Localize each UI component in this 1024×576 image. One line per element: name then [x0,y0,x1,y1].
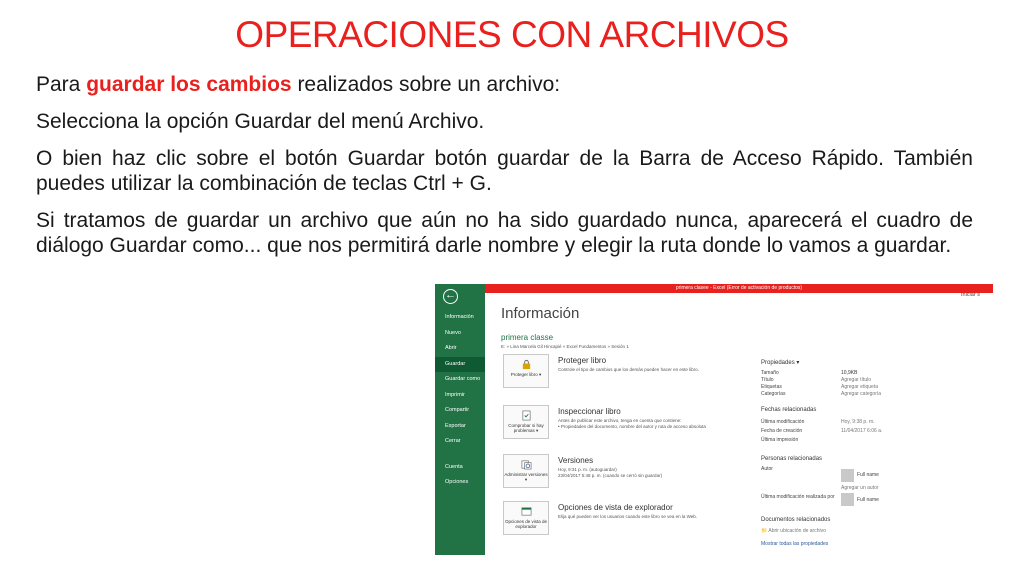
paragraph-2: Selecciona la opción Guardar del menú Archivo. [36,110,485,133]
section-title: Opciones de vista de explorador [558,503,673,512]
lock-icon [521,359,532,370]
menu-item-compartir[interactable]: Compartir [445,407,470,413]
section-description: Elija qué pueden ver los usuarios cuando este libro se vea en la Web. [558,514,698,519]
backstage-menu [435,310,485,491]
paragraph-1 [36,72,973,97]
section-title: Proteger libro [558,356,607,365]
properties-title[interactable]: Propiedades ▾ [761,360,800,366]
add-author-link[interactable]: Agregar un autor [841,485,879,491]
document-path[interactable]: E: » Lina Marcela Gil Hincapié » Excel Fundamentos » Sesión 1 [501,344,629,349]
menu-item-cuenta[interactable]: Cuenta [445,463,463,470]
p1-text-pre: Para [36,73,87,96]
document-name: primera classe [501,333,554,342]
info-heading: Información [501,305,580,322]
proteger-libro-button[interactable] [503,354,549,388]
administrar-versiones-button[interactable] [503,454,549,488]
folder-icon: 📁 [761,528,768,534]
menu-item-abrir[interactable]: Abrir [445,345,457,351]
proteger-libro-button-label: Proteger libro ▾ [510,372,542,377]
section-title: Inspeccionar libro [558,407,621,416]
menu-item-nuevo[interactable]: Nuevo [445,329,461,336]
open-file-location-link[interactable]: 📁 Abrir ubicación de archivo [761,528,826,534]
slide-body [36,72,973,270]
arrow-left-icon[interactable]: ← [443,289,458,304]
browser-options-icon [521,506,532,517]
menu-item-exportar[interactable]: Exportar [445,422,466,429]
section-description: Controle el tipo de cambios que los demás pueden hacer en este libro. [558,367,699,372]
p1-highlight: guardar los cambios [86,73,292,96]
signin-link[interactable]: Iniciar s [961,292,980,298]
paragraph-3: O bien haz clic sobre el botón Guardar botón guardar de la Barra de Acceso Rápido. También puedes utilizar la combinación de teclas Ctrl + G. [36,147,973,195]
opciones-vista-explorador-button[interactable] [503,501,549,535]
administrar-versiones-button-label: Administrar versiones ▾ [504,472,548,482]
opciones-vista-button-label: Opciones de vista de explorador [504,519,548,529]
modified-by-name: Full name [857,497,879,503]
section-title: Versiones [558,456,594,465]
comprobar-problemas-button[interactable] [503,405,549,439]
menu-item-imprimir[interactable]: Imprimir [445,391,465,398]
excel-backstage-screenshot: ← Información Nuevo Abrir Guardar Guardar como Imprimir Compartir Exportar Cerrar Cuenta Opciones primera clasee - Excel (Error de activación de productos) Iniciar s Información primera classe E: » Lina Marcela Gil Hincapié » Excel Fundamentos » Sesión 1 Proteger libro ▾ Proteger libro Controle el tipo de cambios que los demás pueden hacer en este libro. Comprobar si hay problemas ▾ Inspeccionar libro Antes de publicar este archivo, tenga en cuenta que contiene: • Propiedades del documento, nombre del autor y ruta de acceso absoluta Administrar versiones ▾ Versiones Hoy, 9:31 p. m. (autoguardar) 23/04/2017 5:48 p. m. (cuando se cerró sin guardar) Opciones de vista de explorador Opciones de vista de explorador Elija qué pueden ver los usuarios cuando este libro se vea en la Web. Propiedades ▾ Tamaño 10,9KB Título Agregar título Etiquetas Agregar etiqueta Categorías Agregar categoría Fechas relacionadas Última modificación Hoy, 9:38 p. m. Fecha de creación 11/04/2017 6:06 a. Última impresión Personas relacionadas Autor Full name Agregar un autor Última modificación realizada por Full name Documentos relacionados 📁 Abrir ubicación de archivo Mostrar todas las propiedades [435,284,985,555]
people-title: Personas relacionadas [761,456,823,462]
versions-icon [521,459,532,470]
author-name: Full name [857,472,879,478]
document-check-icon [521,410,532,421]
p1-text-post: realizados sobre un archivo: [291,73,561,96]
window-title-bar: primera clasee - Excel (Error de activación de productos) [485,284,993,293]
menu-item-cerrar[interactable]: Cerrar [445,438,461,444]
comprobar-problemas-button-label: Comprobar si hay problemas ▾ [508,423,544,433]
menu-item-opciones[interactable]: Opciones [445,479,469,485]
version-list[interactable]: Hoy, 9:31 p. m. (autoguardar) 23/04/2017 5:48 p. m. (cuando se cerró sin guardar) [558,467,663,478]
show-all-properties-link[interactable]: Mostrar todas las propiedades [761,541,829,547]
avatar [841,469,854,482]
menu-item-guardar-como[interactable]: Guardar como [445,376,481,382]
related-docs-title: Documentos relacionados [761,517,831,523]
avatar [841,493,854,506]
slide-title: OPERACIONES CON ARCHIVOS [235,14,789,55]
paragraph-4: Si tratamos de guardar un archivo que aún no ha sido guardado nunca, aparecerá el cuadro de diálogo Guardar como... que nos permitirá darle nombre y elegir la ruta donde lo vamos a guardar. [36,209,973,257]
section-description: Antes de publicar este archivo, tenga en cuenta que contiene: • Propiedades del documento, nombre del autor y ruta de acceso absoluta [558,418,706,429]
menu-item-guardar[interactable]: Guardar [435,357,485,373]
dates-title: Fechas relacionadas [761,407,817,413]
menu-item-informacion[interactable]: Información [445,314,474,320]
backstage-sidebar [435,284,485,555]
